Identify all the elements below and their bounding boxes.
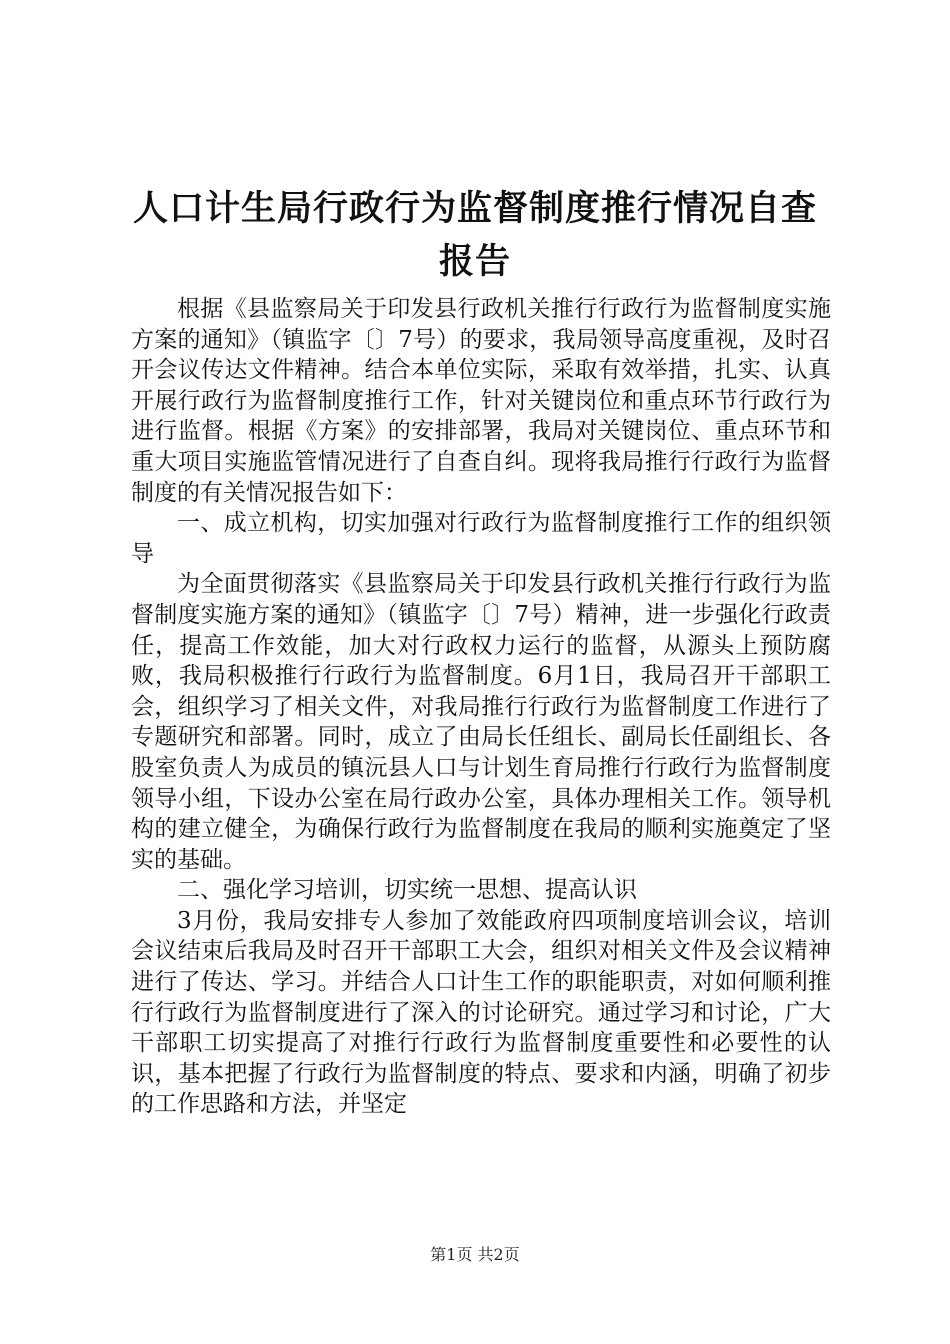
section-heading-1: 一、成立机构，切实加强对行政行为监督制度推行工作的组织领导 bbox=[131, 510, 831, 567]
paragraph-intro: 根据《县监察局关于印发县行政机关推行行政行为监督制度实施方案的通知》（镇监字〔〕7号）的要求，我局领导高度重视，及时召开会议传达文件精神。结合本单位实际，采取有效举措，扎实、认真开展行政行为监督制度推行工作，针对关键岗位和重点环节行政行为进行监督。根据《方案》的安排部署，我局对关键岗位、重点环节和重大项目实施监管情况进行了自查自纠。现将我局推行行政行为监督制度的有关情况报告如下： bbox=[131, 296, 831, 506]
page-footer: 第1页 共2页 bbox=[430, 1245, 520, 1264]
paragraph-section-1: 为全面贯彻落实《县监察局关于印发县行政机关推行行政行为监督制度实施方案的通知》（镇监字〔〕7号）精神，进一步强化行政责任，提高工作效能，加大对行政权力运行的监督，从源头上预防腐败，我局积极推行行政行为监督制度。6月1日，我局召开干部职工会，组织学习了相关文件，对我局推行行政行为监督制度工作进行了专题研究和部署。同时，成立了由局长任组长、副局长任副组长、各股室负责人为成员的镇沅县人口与计划生育局推行行政行为监督制度领导小组，下设办公室在局行政办公室，具体办理相关工作。领导机构的建立健全，为确保行政行为监督制度在我局的顺利实施奠定了坚实的基础。 bbox=[131, 571, 831, 873]
section-heading-2: 二、强化学习培训，切实统一思想、提高认识 bbox=[177, 877, 637, 904]
document-body bbox=[131, 294, 831, 1120]
document-title: 人口计生局行政行为监督制度推行情况自查报告 bbox=[132, 189, 817, 282]
paragraph-section-2: 3月份，我局安排专人参加了效能政府四项制度培训会议，培训会议结束后我局及时召开干部职工大会，组织对相关文件及会议精神进行了传达、学习。并结合人口计生工作的职能职责，对如何顺利推行行政行为监督制度进行了深入的讨论研究。通过学习和讨论，广大干部职工切实提高了对推行行政行为监督制度重要性和必要性的认识，基本把握了行政行为监督制度的特点、要求和内涵，明确了初步的工作思路和方法，并坚定 bbox=[131, 907, 831, 1118]
